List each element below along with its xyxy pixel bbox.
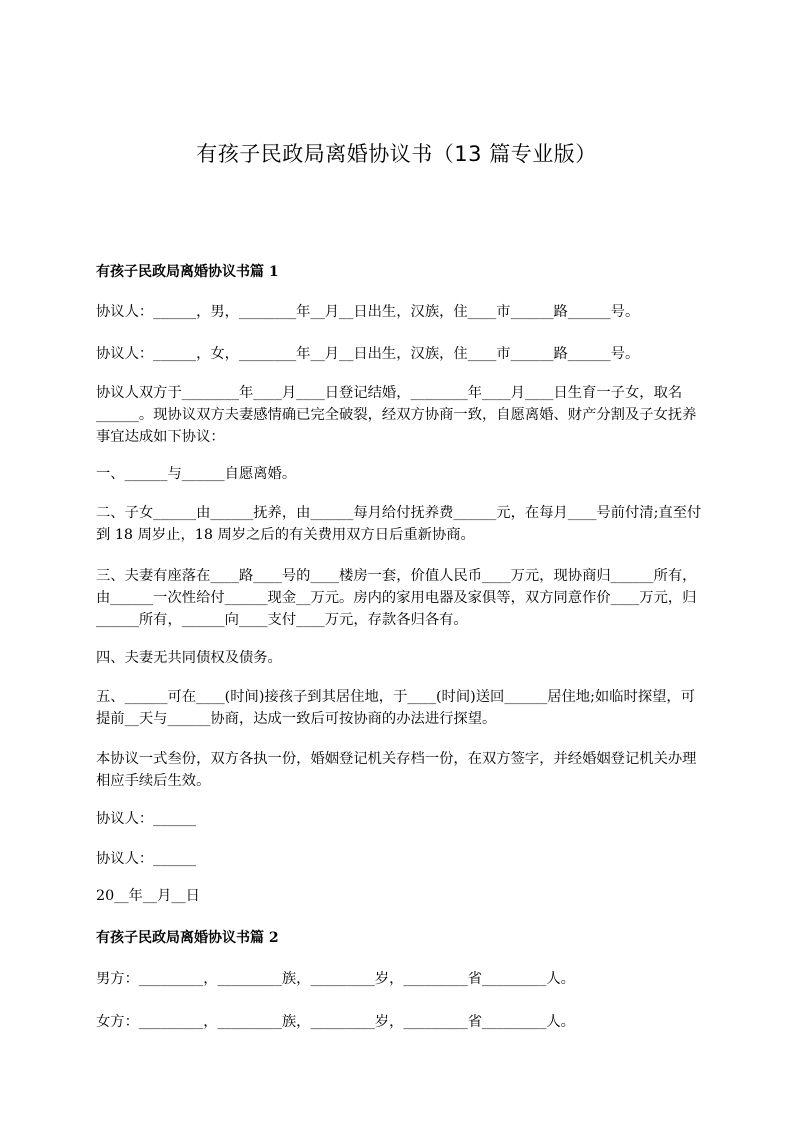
section-heading-2: 有孩子民政局离婚协议书篇 2 bbox=[96, 930, 279, 946]
paragraph-party-male: 协议人：______，男，________年__月__日出生，汉族，住____市______路______号。 bbox=[96, 304, 640, 320]
signature-line-1: 协议人：______ bbox=[96, 811, 197, 827]
paragraph-marriage-info: 协议人双方于________年____月____日登记结婚，________年____月____日生育一子女，取名______。现协议双方夫妻感情确已完全破裂，经双方协商一致，自愿离婚、财产分割及子女抚养事宜达成如下协议： bbox=[96, 385, 697, 445]
paragraph-clause-5: 五、______可在____(时间)接孩子到其居住地，于____(时间)送回______居住地;如临时探望，可提前__天与______协商，达成一致后可按协商的办法进行探望。 bbox=[96, 689, 695, 727]
signature-line-2: 协议人：______ bbox=[96, 851, 197, 867]
paragraph-clause-1: 一、______与______自愿离婚。 bbox=[96, 466, 297, 482]
paragraph-clause-2: 二、子女______由______抚养，由______每月给付抚养费______元，在每月____号前付清;直至付到 18 周岁止，18 周岁之后的有关费用双方日后重新协商。 bbox=[96, 505, 702, 543]
document-title: 有孩子民政局离婚协议书（13 篇专业版） bbox=[196, 142, 597, 166]
paragraph-husband-info: 男方：_________，_________族，_________岁，_________省_________人。 bbox=[96, 971, 575, 987]
section-heading-1: 有孩子民政局离婚协议书篇 1 bbox=[96, 264, 279, 280]
paragraph-clause-3: 三、夫妻有座落在____路____号的____楼房一套，价值人民币____万元，现协商归______所有，由______一次性给付______现金__万元。房内的家用电器及家俱等，双方同意作价____万元，归______所有，______向____支付____万元，存款各归各有。 bbox=[96, 568, 697, 628]
paragraph-party-female: 协议人：______，女，________年__月__日出生，汉族，住____市______路______号。 bbox=[96, 346, 640, 362]
date-line: 20__年__月__日 bbox=[96, 888, 200, 904]
paragraph-effectiveness: 本协议一式叁份，双方各执一份，婚姻登记机关存档一份，在双方签字，并经婚姻登记机关办理相应手续后生效。 bbox=[96, 751, 697, 789]
paragraph-wife-info: 女方：_________，_________族，_________岁，_________省_________人。 bbox=[96, 1014, 575, 1030]
paragraph-clause-4: 四、夫妻无共同债权及债务。 bbox=[96, 650, 282, 666]
